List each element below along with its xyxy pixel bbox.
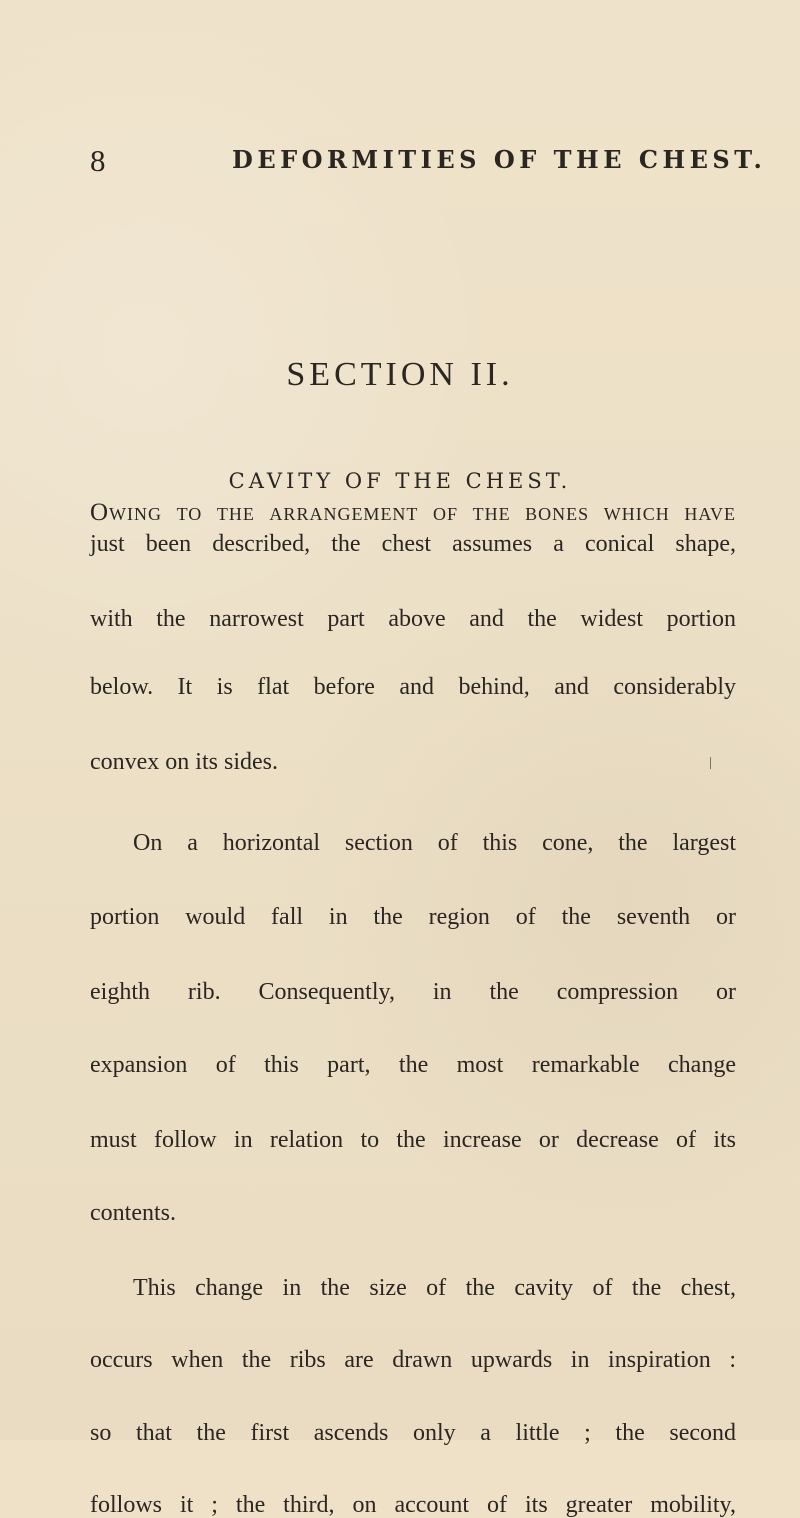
page-header	[90, 143, 767, 185]
paragraph-line-3: with the narrowest part above and the widest portion	[90, 606, 736, 632]
paragraph-line-7: portion would fall in the region of the seventh or	[90, 904, 736, 930]
page-number: 8	[90, 143, 106, 178]
paragraph-line-11: contents.	[90, 1200, 176, 1226]
print-mark	[710, 757, 711, 769]
paragraph-line-10: must follow in relation to the increase or decrease of its	[90, 1127, 736, 1153]
paragraph-line-4: below. It is flat before and behind, and considerably	[90, 674, 736, 700]
paragraph-line-8: eighth rib. Consequently, in the compression or	[90, 979, 736, 1005]
section-title: SECTION II.	[286, 356, 514, 393]
paragraph-line-5: convex on its sides.	[90, 749, 278, 775]
paragraph-line-12: This change in the size of the cavity of the chest,	[133, 1275, 736, 1301]
running-head: DEFORMITIES OF THE CHEST.	[232, 145, 767, 174]
paragraph-line-6: On a horizontal section of this cone, the largest	[133, 830, 736, 856]
paragraph-line-1: Owing to the arrangement of the bones which have	[90, 499, 736, 526]
paragraph-line-13: occurs when the ribs are drawn upwards in inspiration :	[90, 1347, 736, 1373]
section-subtitle: CAVITY OF THE CHEST.	[228, 469, 572, 493]
paragraph-line-2: just been described, the chest assumes a conical shape,	[90, 531, 736, 557]
paragraph-line-15: follows it ; the third, on account of its greater mobility,	[90, 1492, 736, 1518]
paragraph-line-9: expansion of this part, the most remarkable change	[90, 1052, 736, 1078]
paragraph-line-14: so that the first ascends only a little ; the second	[90, 1420, 736, 1446]
